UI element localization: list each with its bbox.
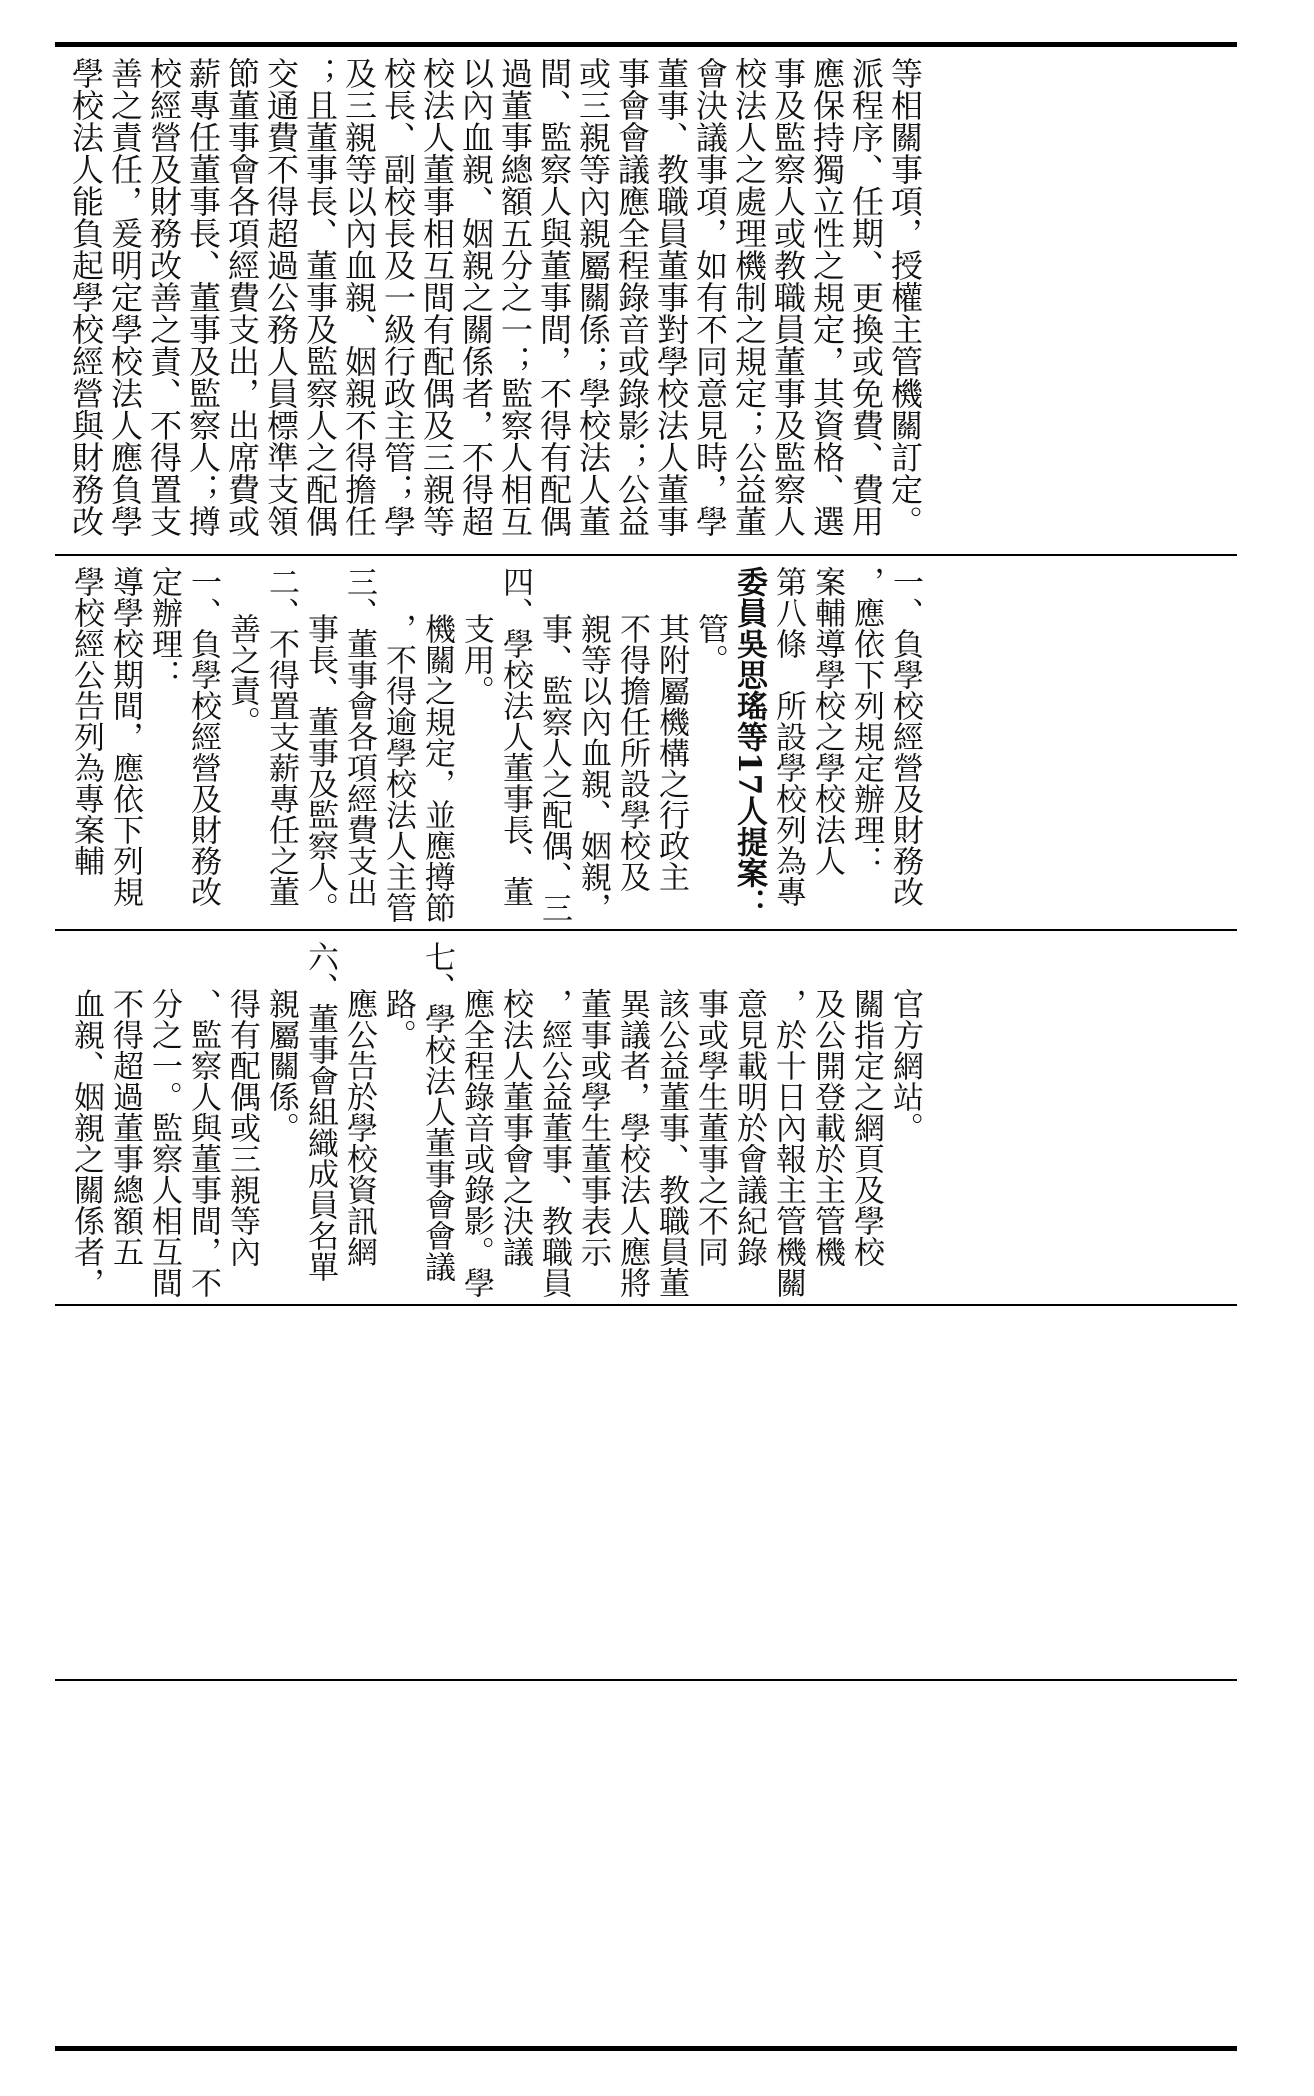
empty-cell <box>66 1316 924 1676</box>
explanation-text-line: 過董事總額五分之一；監察人相互 <box>496 57 534 537</box>
article-text-line: 事或學生董事之不同 <box>692 987 728 1267</box>
proposal-list-item-line: 四、學校法人董事長、董 <box>497 566 533 907</box>
proposal-text-line: 管。 <box>692 612 728 675</box>
article-text-line: 不得超過董事總額五 <box>107 987 143 1267</box>
explanation-text-line: 以內血親、姻親之關係者，不得超 <box>457 57 495 537</box>
explanation-text-line: 或三親等內親屬關係；學校法人董 <box>574 57 612 537</box>
article-text-line: 異議者，學校法人應將 <box>614 987 650 1298</box>
proposal-text-line: 事長、董事及監察人。 <box>302 612 338 923</box>
explanation-text-line: 派程序、任期、更換或免費、費用 <box>847 57 885 537</box>
explanation-text-line: 及三親等以內血親、姻親不得擔任 <box>340 57 378 537</box>
explanation-cell <box>66 57 924 547</box>
proposal-text-line: 善之責。 <box>224 612 260 737</box>
proposal-text-line: 不得擔任所設學校及 <box>614 612 650 892</box>
explanation-text-line: 校經營及財務改善之責、不得置支 <box>145 57 183 537</box>
explanation-text-line: 善之責任，爰明定學校法人應負學 <box>106 57 144 537</box>
explanation-text-line: 事及監察人或教職員董事及監察人 <box>769 57 807 537</box>
article-text-line: 官方網站。 <box>887 987 923 1143</box>
article-list-item-line: 六、董事會組織成員名單 <box>302 941 338 1282</box>
proposal-text-line: 學校經公告列為專案輔 <box>68 566 104 876</box>
empty-cell <box>66 1691 924 2051</box>
proposal-text-line: ，不得逾學校法人主管 <box>380 612 416 923</box>
article-text-line: ，於十日內報主管機關 <box>770 987 806 1298</box>
top-border-rule <box>55 42 1237 47</box>
explanation-text-line: 節董事會各項經費支出，出席費或 <box>223 57 261 537</box>
article-text-line: 路。 <box>380 987 416 1050</box>
article-list-item-line: 七、學校法人董事會會議 <box>419 941 455 1282</box>
article-heading-line: 第八條 所設學校列為專 <box>770 566 806 907</box>
article-text-line: 得有配偶或三親等內 <box>224 987 260 1267</box>
article-text-line: 意見載明於會議紀錄 <box>731 987 767 1267</box>
explanation-text-line: 學校法人能負起學校經營與財務改 <box>67 57 105 537</box>
proposal-text-line: 機關之規定，並應撙節 <box>419 612 455 923</box>
row-divider <box>55 554 1237 556</box>
row-divider <box>55 1304 1237 1306</box>
explanation-text-line: 間、監察人與董事間，不得有配偶 <box>535 57 573 537</box>
article-text-line: 董事或學生董事表示 <box>575 987 611 1267</box>
proposal-text-line: 案輔導學校之學校法人 <box>809 566 845 876</box>
article-text-line: 校法人董事會之決議 <box>497 987 533 1267</box>
article-text-line: 該公益董事、教職員董 <box>653 987 689 1298</box>
row-divider <box>55 1679 1237 1681</box>
proposal-list-item-line: 三、董事會各項經費支出 <box>341 566 377 907</box>
article-text-line: 親屬關係。 <box>263 987 299 1143</box>
explanation-text-line: 董事、教職員董事對學校法人董事 <box>652 57 690 537</box>
proposal-text-line: 親等以內血親、姻親， <box>575 612 611 923</box>
article-text-line: ，經公益董事、教職員 <box>536 987 572 1298</box>
article-text-line: 應公告於學校資訊網 <box>341 987 377 1267</box>
article-text-line: 、監察人與董事間，不 <box>185 987 221 1298</box>
explanation-text-line: 等相關事項，授權主管機關訂定。 <box>886 57 924 537</box>
article-text-line: 應全程錄音或錄影。學 <box>458 987 494 1298</box>
article-text-line: 及公開登載於主管機 <box>809 987 845 1267</box>
explanation-text-line: 校法人之處理機制之規定；公益董 <box>730 57 768 537</box>
proposal-text-line: 導學校期間，應依下列規 <box>107 566 143 907</box>
article-text-line: 分之一。監察人相互間 <box>146 987 182 1298</box>
explanation-text-line: 校法人董事相互間有配偶及三親等 <box>418 57 456 537</box>
proposal-list-item-line: 一、負學校經營及財務改 <box>887 566 923 907</box>
explanation-text-line: 交通費不得超過公務人員標準支領 <box>262 57 300 537</box>
explanation-text-line: 校長、副校長及一級行政主管；學 <box>379 57 417 537</box>
explanation-text-line: 應保持獨立性之規定，其資格、選 <box>808 57 846 537</box>
row-divider <box>55 929 1237 931</box>
proposal-text-line: 其附屬機構之行政主 <box>653 612 689 892</box>
explanation-text-line: 事會會議應全程錄音或錄影；公益 <box>613 57 651 537</box>
proposal-text-line: ，應依下列規定辦理： <box>848 566 884 876</box>
article-text-line: 關指定之網頁及學校 <box>848 987 884 1267</box>
article-text-line: 血親、姻親之關係者， <box>68 987 104 1298</box>
proposal-text-line: 事、監察人之配偶、三 <box>536 612 572 923</box>
proposal-text-cell <box>66 566 924 926</box>
explanation-text-line: 會決議事項，如有不同意見時，學 <box>691 57 729 537</box>
proposal-text-line: 定辦理： <box>146 566 182 690</box>
proposal-text-line: 支用。 <box>458 612 494 706</box>
proposer-heading: 委員吳思瑤等17人提案： <box>731 566 767 920</box>
article-text-cell <box>66 941 924 1301</box>
explanation-text-line: ；且董事長、董事及監察人之配偶 <box>301 57 339 537</box>
proposal-list-item-line: 一、負學校經營及財務改 <box>185 566 221 907</box>
explanation-text-line: 薪專任董事長、董事及監察人；撙 <box>184 57 222 537</box>
proposal-list-item-line: 二、不得置支薪專任之董 <box>263 566 299 907</box>
